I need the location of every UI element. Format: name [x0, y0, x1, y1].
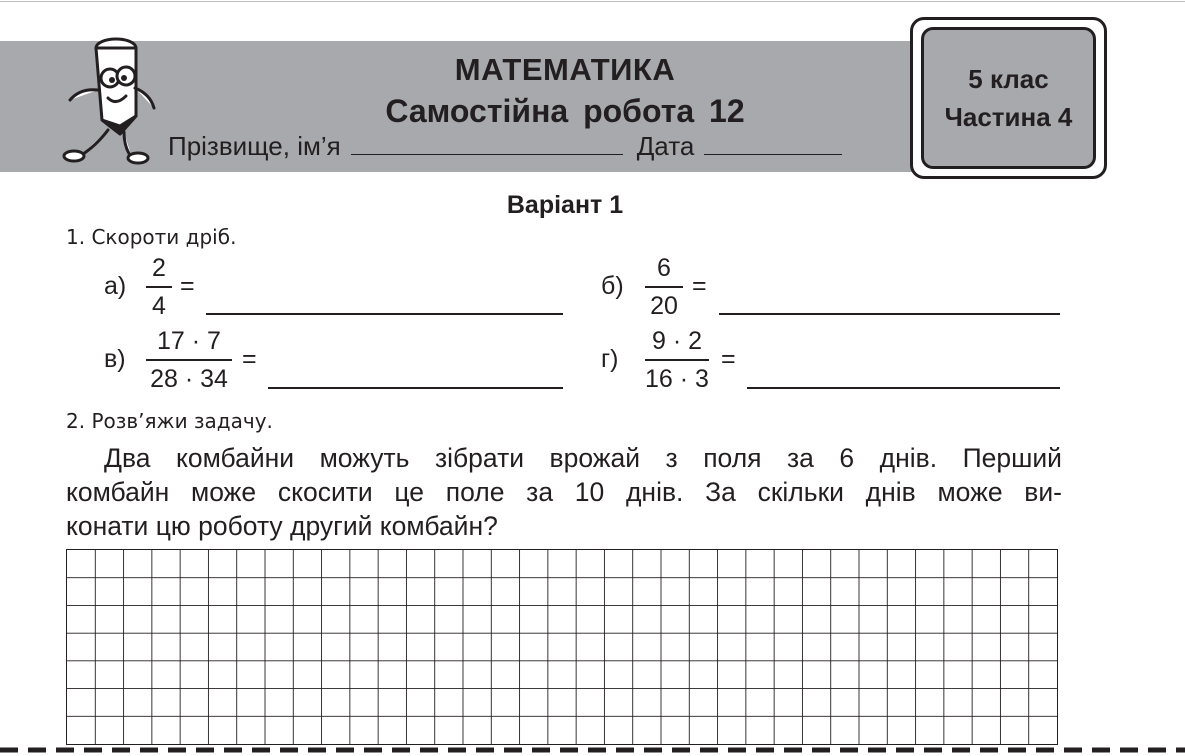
name-date-row: [168, 131, 842, 162]
problem-line-2: комбайн може скосити це поле за 10 днів. За скільки днів може ви-: [66, 477, 1062, 507]
item-b-equals: =: [692, 272, 707, 300]
item-d-label: г): [601, 345, 619, 373]
badge-part: Частина 4: [944, 102, 1073, 132]
item-c-denominator: 28 · 34: [150, 364, 228, 393]
name-field[interactable]: [351, 131, 623, 155]
top-rule: [0, 1, 1185, 2]
badge-grade: 5 клас: [968, 64, 1049, 94]
item-d-fraction: [645, 325, 709, 395]
item-b-fraction: [645, 252, 683, 322]
problem-line-1: Два комбайни можуть зібрати врожай з поля за 6 днів. Перший: [104, 443, 1062, 473]
item-d-answer-line[interactable]: [747, 387, 1060, 389]
task2-heading: 2. Розв’яжи задачу.: [66, 409, 273, 433]
item-a-label: а): [104, 272, 127, 300]
item-a-fraction: [146, 252, 172, 322]
item-c-label: в): [104, 345, 126, 373]
item-d-denominator: 16 · 3: [645, 364, 709, 393]
subject-title: МАТЕМАТИКА: [454, 52, 676, 87]
answer-grid[interactable]: [66, 549, 1058, 745]
item-a-numerator: 2: [152, 254, 166, 282]
variant-title: Варіант 1: [506, 191, 624, 219]
cut-line: [0, 747, 1185, 753]
problem-line-3: конати цю роботу другий комбайн?: [66, 511, 498, 541]
item-b-numerator: 6: [657, 254, 671, 282]
pencil-mascot-icon: [58, 30, 158, 165]
item-a-denominator: 4: [152, 291, 166, 320]
item-d-equals: =: [721, 345, 736, 373]
item-b-answer-line[interactable]: [719, 313, 1060, 315]
item-b-denominator: 20: [650, 291, 678, 320]
item-c-fraction: [146, 325, 232, 395]
item-c-equals: =: [242, 345, 257, 373]
item-a-answer-line[interactable]: [206, 313, 563, 315]
item-a-equals: =: [180, 272, 195, 300]
item-c-numerator: 17 · 7: [157, 327, 221, 355]
task1-heading: 1. Скороти дріб.: [66, 225, 237, 249]
date-field[interactable]: [704, 131, 842, 155]
date-label: Дата: [636, 131, 695, 161]
grade-badge: [921, 27, 1096, 169]
item-d-numerator: 9 · 2: [651, 327, 703, 355]
name-label: Прізвище, ім’я: [168, 131, 341, 161]
item-b-label: б): [601, 272, 624, 300]
work-title: Самостійна робота 12: [385, 93, 745, 129]
item-c-answer-line[interactable]: [268, 387, 563, 389]
